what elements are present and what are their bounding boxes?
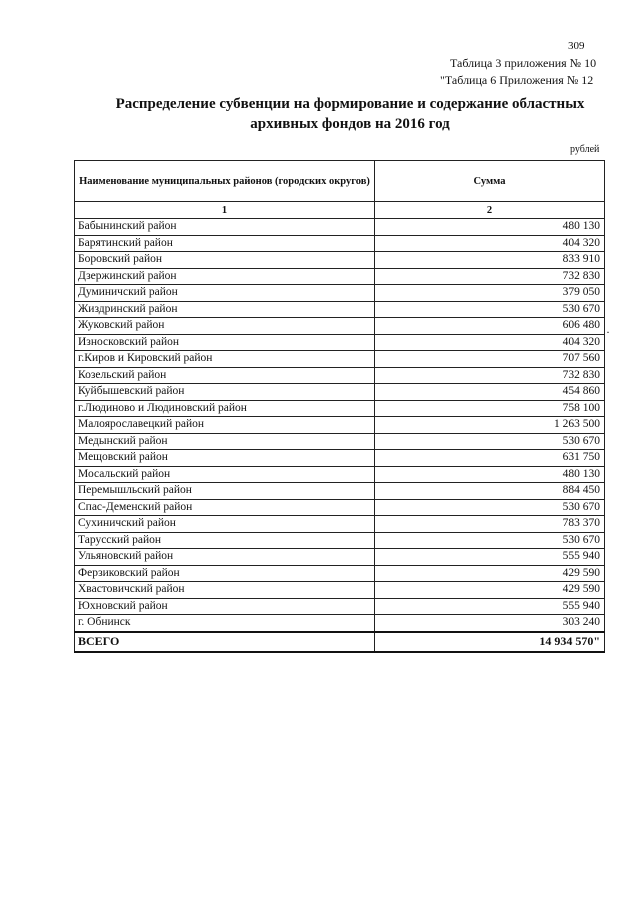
district-name-cell: Перемышльский район [75, 483, 375, 500]
district-name-cell: Малоярославецкий район [75, 417, 375, 434]
sum-cell: 732 830 [375, 367, 605, 384]
table-row [75, 318, 605, 335]
header-district-name: Наименование муниципальных районов (городских округов) [75, 161, 375, 202]
units-label: рублей [570, 144, 600, 155]
district-name-cell: Спас-Деменский район [75, 499, 375, 516]
table-row [75, 384, 605, 401]
district-name-cell: Износковский район [75, 334, 375, 351]
district-name-cell: Жиздринский район [75, 301, 375, 318]
sum-cell: 555 940 [375, 549, 605, 566]
table-row [75, 367, 605, 384]
table-row [75, 615, 605, 632]
table-row [75, 450, 605, 467]
sum-cell: 884 450 [375, 483, 605, 500]
table-row [75, 582, 605, 599]
sum-cell: 631 750 [375, 450, 605, 467]
title-line-2: архивных фондов на 2016 год [250, 116, 450, 132]
district-name-cell: Бабынинский район [75, 219, 375, 236]
table-row [75, 417, 605, 434]
total-sum: 14 934 570" [375, 632, 605, 652]
sum-cell: 454 860 [375, 384, 605, 401]
table-row [75, 252, 605, 269]
sum-cell: 404 320 [375, 334, 605, 351]
district-name-cell: Жуковский район [75, 318, 375, 335]
sum-cell: 732 830 [375, 268, 605, 285]
table-row [75, 334, 605, 351]
total-row [75, 632, 605, 652]
sum-cell: 606 480 [375, 318, 605, 335]
district-name-cell: Барятинский район [75, 235, 375, 252]
sum-cell: 480 130 [375, 466, 605, 483]
district-name-cell: Медынский район [75, 433, 375, 450]
table-row [75, 235, 605, 252]
sum-cell: 404 320 [375, 235, 605, 252]
table-row [75, 301, 605, 318]
table-row [75, 219, 605, 236]
table-row [75, 268, 605, 285]
table-row [75, 565, 605, 582]
table-row [75, 532, 605, 549]
table-row [75, 400, 605, 417]
document-title [60, 94, 640, 134]
column-number-row [75, 202, 605, 219]
sum-cell: 303 240 [375, 615, 605, 632]
sum-cell: 833 910 [375, 252, 605, 269]
table-header-row [75, 161, 605, 202]
district-name-cell: Юхновский район [75, 598, 375, 615]
district-name-cell: Думиничский район [75, 285, 375, 302]
district-name-cell: Куйбышевский район [75, 384, 375, 401]
district-name-cell: г.Людиново и Людиновский район [75, 400, 375, 417]
sum-cell: 1 263 500 [375, 417, 605, 434]
table-row [75, 351, 605, 368]
column-number-2: 2 [375, 202, 605, 219]
total-label: ВСЕГО [75, 632, 375, 652]
header-sum: Сумма [375, 161, 605, 202]
appendix-reference-line-1: Таблица 3 приложения № 10 [450, 56, 597, 70]
column-number-1: 1 [75, 202, 375, 219]
table-row [75, 483, 605, 500]
sum-cell: 707 560 [375, 351, 605, 368]
district-name-cell: Дзержинский район [75, 268, 375, 285]
appendix-reference-line-2: "Таблица 6 Приложения № 12 [440, 73, 594, 87]
table-row [75, 516, 605, 533]
district-name-cell: Ульяновский район [75, 549, 375, 566]
sum-cell: 758 100 [375, 400, 605, 417]
sum-cell: 530 670 [375, 532, 605, 549]
district-name-cell: Тарусский район [75, 532, 375, 549]
district-name-cell: Козельский район [75, 367, 375, 384]
table-row [75, 285, 605, 302]
district-name-cell: Сухиничский район [75, 516, 375, 533]
table-row [75, 598, 605, 615]
district-name-cell: Хвастовичский район [75, 582, 375, 599]
sum-cell: 480 130 [375, 219, 605, 236]
district-name-cell: Боровский район [75, 252, 375, 269]
sum-cell: 379 050 [375, 285, 605, 302]
district-name-cell: г.Киров и Кировский район [75, 351, 375, 368]
scan-mark: · [606, 325, 610, 339]
sum-cell: 530 670 [375, 301, 605, 318]
district-name-cell: г. Обнинск [75, 615, 375, 632]
title-line-1: Распределение субвенции на формирование и содержание областных [115, 96, 585, 112]
table-row [75, 433, 605, 450]
district-name-cell: Мещовский район [75, 450, 375, 467]
sum-cell: 429 590 [375, 565, 605, 582]
table-row [75, 466, 605, 483]
subvention-table [74, 160, 605, 653]
table-row [75, 549, 605, 566]
sum-cell: 783 370 [375, 516, 605, 533]
page-number: 309 [568, 40, 585, 52]
sum-cell: 429 590 [375, 582, 605, 599]
table-row [75, 499, 605, 516]
sum-cell: 555 940 [375, 598, 605, 615]
district-name-cell: Мосальский район [75, 466, 375, 483]
district-name-cell: Ферзиковский район [75, 565, 375, 582]
sum-cell: 530 670 [375, 499, 605, 516]
sum-cell: 530 670 [375, 433, 605, 450]
